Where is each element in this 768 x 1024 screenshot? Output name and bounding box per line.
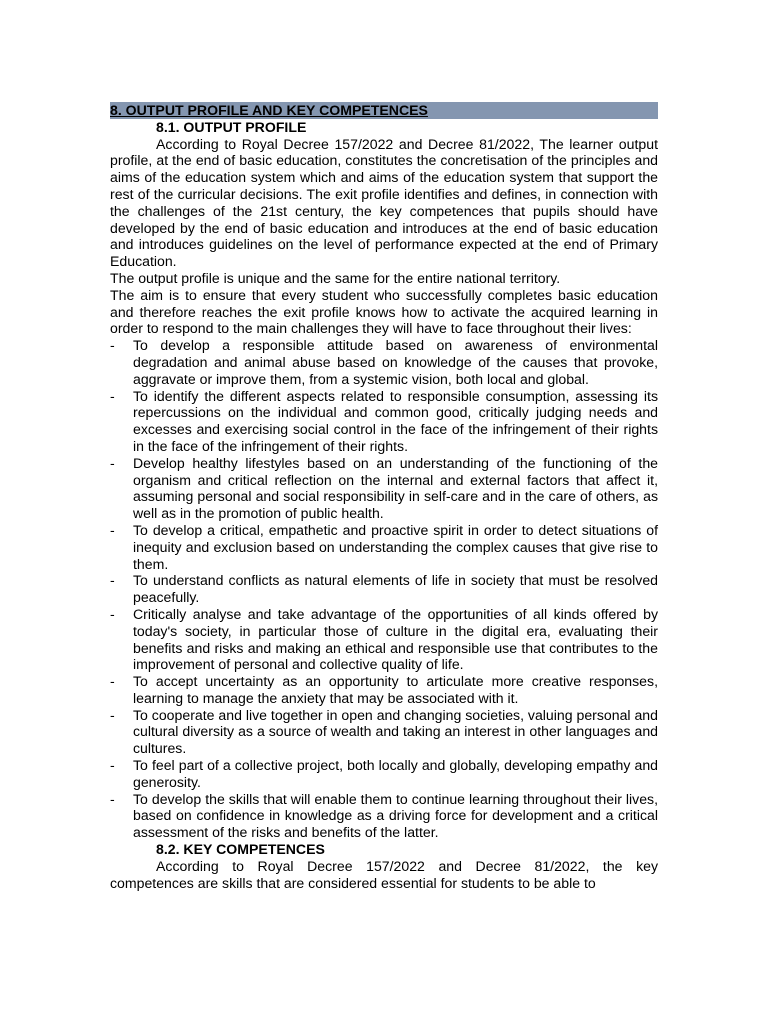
list-item: [110, 673, 658, 707]
list-item: [110, 707, 658, 757]
list-item: [110, 791, 658, 841]
key-competences-intro: According to Royal Decree 157/2022 and Decree 81/2022, the key competences are skills that are considered essential for students to be able to: [110, 857, 658, 891]
bullet-dash: -: [110, 387, 115, 404]
output-profile-intro: According to Royal Decree 157/2022 and Decree 81/2022, The learner output profile, at the end of basic education, constitutes the concretisation of the principles and aims of the education system which and aims of the education system that support the rest of the curricular decisions. The exit profile identifies and defines, in connection with the challenges of the 21st century, the key competences that pupils should have developed by the end of basic education and introduces at the end of basic education and introduces guidelines on the level of performance expected at the end of Primary Education.: [110, 135, 658, 270]
bullet-dash: -: [110, 572, 115, 589]
bullet-text: Critically analyse and take advantage of the opportunities of all kinds offered by today's society, in particular those of culture in the digital era, evaluating their benefits and risks and making an ethical and responsible use that contributes to the improvement of personal and collective quality of life.: [133, 605, 658, 673]
list-item: [110, 606, 658, 673]
bullet-dash: -: [110, 521, 115, 538]
bullet-dash: -: [110, 673, 115, 690]
list-item: [110, 388, 658, 455]
list-item: [110, 572, 658, 606]
bullet-dash: -: [110, 454, 115, 471]
list-item: [110, 757, 658, 791]
key-competences-heading: 8.2. KEY COMPETENCES: [156, 841, 325, 858]
output-profile-unique: The output profile is unique and the same for the entire national territory.: [110, 269, 561, 286]
output-profile-aim: The aim is to ensure that every student who successfully completes basic education and therefore reaches the exit profile knows how to activate the acquired learning in order to respond to the main challenges they will have to face throughout their lives:: [110, 286, 658, 337]
bullet-dash: -: [110, 757, 115, 774]
bullet-text: To accept uncertainty as an opportunity to articulate more creative responses, learning to manage the anxiety that may be associated with it.: [133, 673, 658, 706]
section-title: 8. OUTPUT PROFILE AND KEY COMPETENCES: [110, 102, 658, 119]
list-item: [110, 337, 658, 387]
bullet-dash: -: [110, 337, 115, 354]
list-item: [110, 522, 658, 572]
output-profile-heading: 8.1. OUTPUT PROFILE: [156, 118, 307, 135]
bullet-text: To develop the skills that will enable them to continue learning throughout their lives, based on confidence in knowledge as a driving force for development and a critical assessment of the risks and benefits of the latter.: [133, 790, 658, 841]
bullet-dash: -: [110, 605, 115, 622]
output-profile-bullet-list: [110, 337, 658, 841]
bullet-text: To develop a critical, empathetic and proactive spirit in order to detect situations of inequity and exclusion based on understanding the complex causes that give rise to them.: [133, 521, 658, 572]
bullet-dash: -: [110, 790, 115, 807]
bullet-text: Develop healthy lifestyles based on an understanding of the functioning of the organism and critical reflection on the internal and external factors that affect it, assuming personal and social responsibility in self-care and in the care of others, as well as in the promotion of public health.: [133, 454, 658, 522]
bullet-text: To cooperate and live together in open and changing societies, valuing personal and cultural diversity as a source of wealth and taking an interest in other languages and cultures.: [133, 706, 658, 757]
bullet-text: To understand conflicts as natural elements of life in society that must be resolved peacefully.: [133, 572, 658, 606]
list-item: [110, 455, 658, 522]
bullet-dash: -: [110, 706, 115, 723]
bullet-text: To develop a responsible attitude based on awareness of environmental degradation and animal abuse based on knowledge of the causes that provoke, aggravate or improve them, from a systemic vision, both local and global.: [133, 337, 658, 387]
bullet-text: To identify the different aspects related to responsible consumption, assessing its repercussions on the individual and common good, critically judging needs and excesses and exercising social control in the face of the infringement of their rights in the face of the infringement of their rights.: [133, 387, 658, 454]
document-page: [110, 102, 658, 891]
bullet-text: To feel part of a collective project, both locally and globally, developing empathy and generosity.: [133, 757, 658, 790]
